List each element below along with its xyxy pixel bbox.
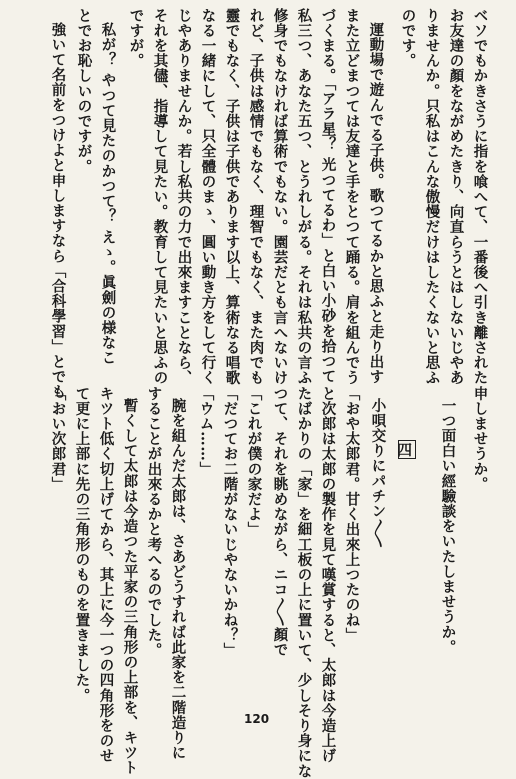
text-column: 私三つ、あなた五つ、とうれしがる。それは私共の言ふ xyxy=(295,8,313,386)
text-column: することが出來るかと考へるのでした。 xyxy=(145,386,163,658)
text-column: 修身でもなければ算術でもない。園芸だとも言へないけ xyxy=(271,8,289,386)
text-column: 強いて名前をつけよと申しますなら「合科學習」とでも xyxy=(49,22,67,400)
text-column: 小唄交りにパチン〳〵 xyxy=(369,398,387,549)
text-column: 靈でもなく、子供は子供であります以上、算術なる唱歌 xyxy=(223,8,241,386)
text-column: 申しませうか。 xyxy=(471,386,489,492)
text-column: づくまる。「アラ星？ 光つてるわ」と白い小砂を拾つて xyxy=(319,8,337,384)
text-column: とでお恥しいのですが。 xyxy=(75,8,93,175)
text-column: 「だつてお二階がないじやないかね？」 xyxy=(221,386,239,658)
text-column: 「おや太郎君。甘く出來上つたのね」 xyxy=(343,386,361,643)
text-column: キツト低く切上げてから、其上に今一つの四角形をのせ xyxy=(97,386,115,764)
text-column: つて、それを眺めながら、ニコ〳〵顏で xyxy=(271,386,289,658)
text-column: それを其儘、指導して見たい。教育して見たいと思ふの xyxy=(151,8,169,386)
text-column: 「ウム……」 xyxy=(197,386,215,477)
text-column: 「おい次郎君」 xyxy=(49,386,67,492)
text-column: のです。 xyxy=(399,8,417,69)
text-column: 暫くして太郎は今造つた平家の三角形の上部を、キツト xyxy=(121,398,139,776)
text-column: お友達の顏をながめたきり、向直らうとはしないじやあ xyxy=(447,8,465,386)
text-column: ですが。 xyxy=(127,8,145,69)
text-column: 「これが僕の家だよ」 xyxy=(245,386,263,537)
text-column: 運動場で遊んでる子供。歌つてるかと思ふと走り出す xyxy=(367,22,385,385)
page-number: 120 xyxy=(244,712,270,726)
text-column: と次郎は太郎の製作を見て嘆賞すると、太郎は今造上げ xyxy=(319,386,337,764)
text-column: たばかりの「家」を細工板の上に置いて、少しそり身にな xyxy=(295,386,313,779)
text-column: じやありませんか。若し私共の力で出來ますことなら、 xyxy=(175,8,193,386)
text-column: ベソでもかきさうに指を喰へて、一番後へ引き離された xyxy=(471,8,489,386)
text-column: なる一緒にして、只全體のまゝ、圓い動き方をして行く xyxy=(199,8,217,386)
text-column: りませんか。只私はこんな傲慢だけはしたくないと思ふ xyxy=(423,8,441,386)
text-column: 私が？ やつて見たのかつて？ えゝ。眞劍の様なこ xyxy=(99,22,117,366)
text-column: 一つ面白い經驗談をいたしませうか。 xyxy=(439,398,457,655)
text-column: また立どまつては友達と手をとつて踊る。肩を組んでう xyxy=(343,8,361,386)
section-heading: 四 xyxy=(398,440,416,459)
text-column: 腕を組んだ太郎は、さあどうすれば此家を二階造りに xyxy=(169,398,187,761)
text-column: て更に上部に先の三角形のものを置きました。 xyxy=(73,386,91,704)
text-column: れど、子供は感情でもなく、理智でもなく、また肉でも xyxy=(247,8,265,386)
